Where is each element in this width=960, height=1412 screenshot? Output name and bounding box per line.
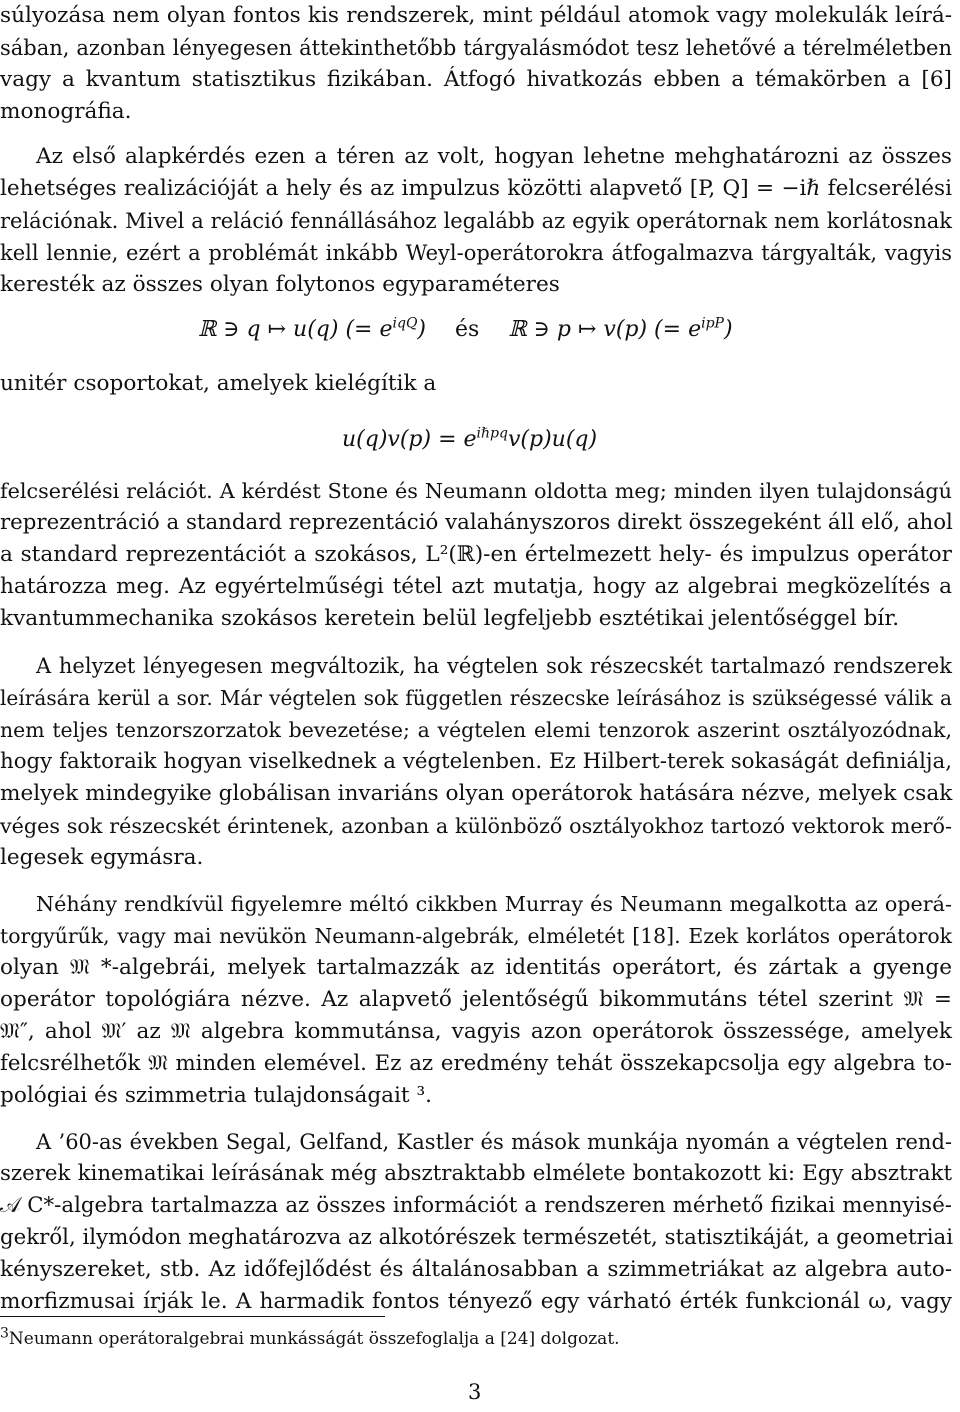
text-line: Az első alapkérdés ezen a téren az volt, hogyan lehetne mehghatározni az összes xyxy=(36,144,952,169)
text-line: szerek kinematikai leírásának még absztraktabb elmélete bontakozott ki: Egy absztrakt xyxy=(0,1161,952,1186)
text-line: A ’60-as években Segal, Gelfand, Kastler és mások munkája nyomán a végtelen rend- xyxy=(36,1130,952,1154)
footnote-mark: 3 xyxy=(0,1325,9,1342)
text-line: legesek egymásra. xyxy=(0,845,204,870)
footnote-text: Neumann operátoralgebrai munkásságát összefoglalja a [24] dolgozat. xyxy=(8,1329,620,1349)
text-line: határozza meg. Az egyértelműségi tétel azt mutatja, hogy az algebrai megközelítés a xyxy=(0,574,952,599)
equation-superscript: ipP xyxy=(701,315,724,332)
text-line: melyek mindegyike globálisan invariáns olyan operátorok hatására nézve, melyek csak xyxy=(0,781,953,806)
text-line: morfizmusai írják le. A harmadik fontos tényező egy várható érték funkcionál ω, vagy xyxy=(0,1289,952,1314)
text-line: sában, azonban lényegesen áttekinthetőbb tárgyalásmódot tesz lehetővé a térelméletben xyxy=(0,36,952,60)
text-line: vagy a kvantum statisztikus fizikában. Átfogó hivatkozás ebben a témakörben a [6] xyxy=(0,67,952,92)
equation-part: ) xyxy=(723,317,733,342)
text-line: a standard reprezentációt a szokásos, L²(ℝ)-en értelmezett hely- és impulzus operátor xyxy=(0,542,952,567)
text-line: kvantummechanika szokásos keretein belül legfeljebb esztétikai jelentőséggel bír. xyxy=(0,606,900,631)
text-line: leírására kerül a sor. Már végtelen sok független részecske leírásához is szükségessé válik a xyxy=(0,686,952,710)
equation-part: ℝ ∋ p ↦ v(p) (= e xyxy=(508,317,702,342)
text-line: pológiai és szimmetria tulajdonságait ³. xyxy=(0,1083,432,1108)
equation-part: v(p)u(q) xyxy=(507,427,598,452)
text-line: 𝔐″, ahol 𝔐′ az 𝔐 algebra kommutánsa, vagyis azon operátorok összessége, amelyek xyxy=(0,1019,952,1044)
equation-part: ℝ ∋ q ↦ u(q) (= e xyxy=(198,317,393,342)
text-line: felcserélési relációt. A kérdést Stone és Neumann oldotta meg; minden ilyen tulajdonságú xyxy=(0,479,952,503)
text-line: kényszereket, stb. Az időfejlődést és általánosabban a szimmetriákat az algebra auto- xyxy=(0,1257,952,1282)
text-line: hogy faktoraik hogyan viselkednek a végtelenben. Ez Hilbert-terek sokaságát definiálja, xyxy=(0,749,952,774)
page-number: 3 xyxy=(468,1380,482,1404)
text-line: A helyzet lényegesen megváltozik, ha végtelen sok részecskét tartalmazó rendszerek xyxy=(36,654,952,678)
text-line: kell lennie, ezért a problémát inkább Weyl-operátorokra átfogalmazva tárgyalták, vagyis xyxy=(0,241,952,265)
text-line: torgyűrűk, vagy mai nevükön Neumann-algebrák, elméletét [18]. Ezek korlátos operátorok xyxy=(0,924,952,948)
equation-superscript: iℏpq xyxy=(476,425,508,442)
text-line: véges sok részecskét érintenek, azonban a különböző osztályokhoz tartozó vektorok merő- xyxy=(0,814,952,838)
text-line: súlyozása nem olyan fontos kis rendszerek, mint például atomok vagy molekulák leírá- xyxy=(0,3,952,28)
equation-weyl-relation xyxy=(342,424,597,456)
text-line: operátor topológiára nézve. Az alapvető jelentőségű bikommutáns tétel szerint 𝔐 = xyxy=(0,987,952,1012)
text-line: lehetséges realizációját a hely és az impulzus közötti alapvető [P, Q] = −iℏ felcserélési xyxy=(0,176,952,201)
text-line: nem teljes tenzorszorzatok bevezetése; a végtelen elemi tenzorok aszerint osztályozódnak, xyxy=(0,718,952,742)
footnote-rule xyxy=(0,1316,385,1317)
equation-part: ) xyxy=(417,317,427,342)
text-line: gekről, ilymódon meghatározva az alkotórészek természetét, statisztikáját, a geometriai xyxy=(0,1225,954,1250)
text-line: olyan 𝔐 *-algebrái, melyek tartalmazzák az identitás operátort, és zártak a gyenge xyxy=(0,955,952,980)
equation-conjunction: és xyxy=(455,317,480,342)
text-line: felcsrélhetők 𝔐 minden elemével. Ez az eredmény tehát összekapcsolja egy algebra to- xyxy=(0,1051,952,1076)
text-line: 𝒜 C*-algebra tartalmazza az összes információt a rendszeren mérhető fizikai mennyisé- xyxy=(0,1193,952,1218)
text-line: relációnak. Mivel a reláció fennállásához legalább az egyik operátornak nem korlátosnak xyxy=(0,209,952,233)
equation-weyl-groups xyxy=(198,314,733,346)
text-line: keresték az összes olyan folytonos egyparaméteres xyxy=(0,272,560,297)
footnote xyxy=(0,1325,620,1350)
text-line: unitér csoportokat, amelyek kielégítik a xyxy=(0,371,437,396)
equation-part: u(q)v(p) = e xyxy=(342,427,477,452)
text-line: Néhány rendkívül figyelemre méltó cikkben Murray és Neumann megalkotta az operá- xyxy=(36,892,952,916)
text-line: monográfia. xyxy=(0,99,132,124)
text-line: reprezentráció a standard reprezentáció valahányszoros direkt összegeként áll elő, ahol xyxy=(0,510,953,535)
equation-superscript: iqQ xyxy=(392,315,418,332)
